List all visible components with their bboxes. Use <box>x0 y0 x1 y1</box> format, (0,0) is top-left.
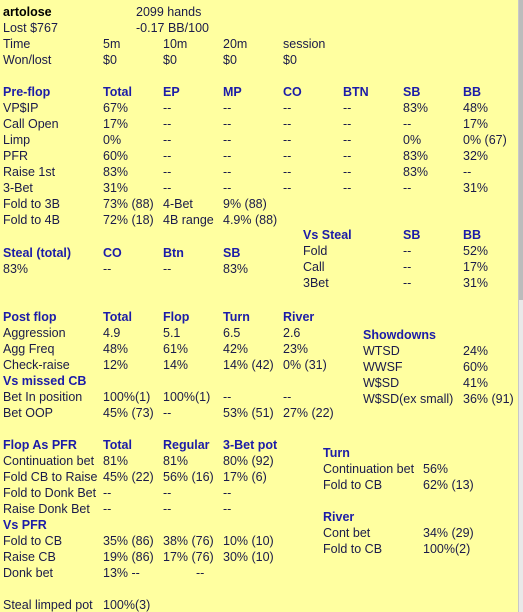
flop-pfr-cell: -- <box>103 486 112 500</box>
vs-pfr-cell: 13% -- <box>103 566 140 580</box>
time-col-20m: 20m <box>223 37 248 51</box>
vs-steal-title: Vs Steal <box>303 228 352 242</box>
preflop-cell: -- <box>223 181 232 195</box>
preflop-cell: 17% <box>463 117 489 131</box>
flop-pfr-cell: 81% <box>103 454 129 468</box>
flop-pfr-row-label: Fold CB to Raise <box>3 470 98 484</box>
preflop-row-label: 3-Bet <box>3 181 33 195</box>
postflop-cell: 61% <box>163 342 189 356</box>
preflop-cell: 83% <box>103 165 129 179</box>
wonlost-5m: $0 <box>103 53 117 67</box>
showdown-value: 60% <box>463 360 489 374</box>
steal-col-btn: Btn <box>163 246 184 260</box>
steal-col-sb: SB <box>223 246 241 260</box>
four-bet-value: 9% (88) <box>223 197 267 211</box>
turn-row-value: 56% <box>423 462 449 476</box>
hands-count: 2099 hands <box>136 5 202 19</box>
preflop-cell: -- <box>283 165 292 179</box>
vs-steal-cell: 31% <box>463 276 489 290</box>
wonlost-20m: $0 <box>223 53 237 67</box>
showdown-value: 41% <box>463 376 489 390</box>
postflop-row-label: Aggression <box>3 326 66 340</box>
vs-missed-cell: 100%(1) <box>163 390 211 404</box>
preflop-cell: 0% <box>403 133 422 147</box>
vs-missed-cell: -- <box>283 390 292 404</box>
flop-pfr-cell: -- <box>163 486 172 500</box>
preflop-cell: 67% <box>103 101 129 115</box>
vs-missed-cb-title: Vs missed CB <box>3 374 87 388</box>
preflop-cell: -- <box>283 117 292 131</box>
vs-missed-cell: 27% (22) <box>283 406 334 420</box>
preflop-cell: 17% <box>103 117 129 131</box>
vs-missed-cell: 53% (51) <box>223 406 274 420</box>
preflop-col-bb: BB <box>463 85 482 99</box>
preflop-cell: -- <box>283 101 292 115</box>
vs-pfr-cell: 35% (86) <box>103 534 154 548</box>
preflop-cell: -- <box>403 117 412 131</box>
steal-sb-value: 83% <box>223 262 249 276</box>
vs-pfr-cell: 30% (10) <box>223 550 274 564</box>
postflop-cell: 4.9 <box>103 326 121 340</box>
preflop-cell: -- <box>343 181 352 195</box>
result-amount: Lost $767 <box>3 21 58 35</box>
steal-limped-pot-value: 100%(3) <box>103 598 151 612</box>
preflop-cell: -- <box>343 133 352 147</box>
vs-missed-cell: 100%(1) <box>103 390 151 404</box>
vs-steal-row-label: Fold <box>303 244 328 258</box>
vs-missed-cell: -- <box>163 406 172 420</box>
vs-steal-cell: 17% <box>463 260 489 274</box>
preflop-cell: -- <box>223 101 232 115</box>
preflop-cell: 0% (67) <box>463 133 507 147</box>
showdown-label: W$SD <box>363 376 400 390</box>
player-name: artolose <box>3 5 52 19</box>
postflop-row-label: Check-raise <box>3 358 70 372</box>
time-col-5m: 5m <box>103 37 121 51</box>
preflop-row-label: Call Open <box>3 117 59 131</box>
fold-to-3b-value: 73% (88) <box>103 197 154 211</box>
preflop-cell: 60% <box>103 149 129 163</box>
vs-steal-cell: 52% <box>463 244 489 258</box>
postflop-cell: 6.5 <box>223 326 241 340</box>
vs-steal-col-bb: BB <box>463 228 482 242</box>
vs-missed-cell: -- <box>223 390 232 404</box>
fold-to-3b-label: Fold to 3B <box>3 197 60 211</box>
river-row-value: 100%(2) <box>423 542 471 556</box>
preflop-col-ep: EP <box>163 85 180 99</box>
postflop-cell: 5.1 <box>163 326 181 340</box>
preflop-cell: -- <box>163 101 172 115</box>
showdown-label: WWSF <box>363 360 403 374</box>
fold-to-4b-value: 72% (18) <box>103 213 154 227</box>
time-label: Time <box>3 37 31 51</box>
preflop-col-sb: SB <box>403 85 421 99</box>
preflop-cell: -- <box>163 165 172 179</box>
wonlost-10m: $0 <box>163 53 177 67</box>
preflop-cell: -- <box>283 133 292 147</box>
vs-steal-cell: -- <box>403 260 412 274</box>
vs-pfr-title: Vs PFR <box>3 518 47 532</box>
preflop-cell: -- <box>223 165 232 179</box>
preflop-cell: 31% <box>463 181 489 195</box>
time-col-session: session <box>283 37 326 51</box>
preflop-cell: -- <box>403 181 412 195</box>
postflop-title: Post flop <box>3 310 57 324</box>
steal-btn-value: -- <box>163 262 172 276</box>
flop-pfr-cell: 56% (16) <box>163 470 214 484</box>
preflop-cell: 31% <box>103 181 129 195</box>
four-bet-range-label: 4B range <box>163 213 214 227</box>
preflop-cell: 0% <box>103 133 122 147</box>
time-col-10m: 10m <box>163 37 188 51</box>
vs-steal-col-sb: SB <box>403 228 421 242</box>
preflop-cell: -- <box>463 165 472 179</box>
flop-pfr-cell: -- <box>223 486 232 500</box>
river-row-value: 34% (29) <box>423 526 474 540</box>
scrollbar-thumb[interactable] <box>519 0 523 300</box>
steal-total-value: 83% <box>3 262 29 276</box>
preflop-cell: -- <box>343 149 352 163</box>
flop-pfr-row-label: Raise Donk Bet <box>3 502 90 516</box>
preflop-cell: -- <box>283 149 292 163</box>
preflop-cell: 48% <box>463 101 489 115</box>
vs-pfr-row-label: Raise CB <box>3 550 56 564</box>
showdown-value: 24% <box>463 344 489 358</box>
vs-steal-cell: -- <box>403 276 412 290</box>
flop-pfr-row-label: Fold to Donk Bet <box>3 486 97 500</box>
preflop-cell: -- <box>223 117 232 131</box>
four-bet-range-value: 4.9% (88) <box>223 213 278 227</box>
flop-pfr-col-total: Total <box>103 438 132 452</box>
vertical-scrollbar[interactable] <box>518 0 523 612</box>
flop-pfr-cell: -- <box>223 502 232 516</box>
preflop-col-btn: BTN <box>343 85 369 99</box>
preflop-cell: -- <box>343 117 352 131</box>
showdown-label: WTSD <box>363 344 400 358</box>
steal-limped-pot-label: Steal limped pot <box>3 598 93 612</box>
preflop-row-label: Raise 1st <box>3 165 56 179</box>
vs-pfr-row-label: Donk bet <box>3 566 54 580</box>
preflop-col-total: Total <box>103 85 132 99</box>
flop-pfr-col-regular: Regular <box>163 438 210 452</box>
flop-pfr-cell: 80% (92) <box>223 454 274 468</box>
flop-pfr-cell: -- <box>103 502 112 516</box>
postflop-cell: 14% <box>163 358 189 372</box>
vs-steal-row-label: Call <box>303 260 325 274</box>
flop-pfr-title: Flop As PFR <box>3 438 77 452</box>
postflop-cell: 2.6 <box>283 326 301 340</box>
turn-title: Turn <box>323 446 350 460</box>
bb-per-100: -0.17 BB/100 <box>136 21 209 35</box>
showdown-value: 36% (91) <box>463 392 514 406</box>
postflop-cell: 0% (31) <box>283 358 327 372</box>
vs-pfr-cell: 10% (10) <box>223 534 274 548</box>
preflop-cell: 32% <box>463 149 489 163</box>
vs-steal-row-label: 3Bet <box>303 276 329 290</box>
postflop-row-label: Agg Freq <box>3 342 55 356</box>
showdown-label: W$SD(ex small) <box>363 392 454 406</box>
river-row-label: Fold to CB <box>323 542 383 556</box>
preflop-cell: -- <box>343 101 352 115</box>
preflop-cell: -- <box>343 165 352 179</box>
vs-steal-cell: -- <box>403 244 412 258</box>
turn-row-label: Continuation bet <box>323 462 415 476</box>
wonlost-session: $0 <box>283 53 297 67</box>
preflop-cell: -- <box>163 117 172 131</box>
flop-pfr-cell: 17% (6) <box>223 470 267 484</box>
vs-missed-cell: 45% (73) <box>103 406 154 420</box>
preflop-cell: -- <box>223 149 232 163</box>
vs-missed-row-label: Bet OOP <box>3 406 54 420</box>
vs-pfr-row-label: Fold to CB <box>3 534 63 548</box>
vs-pfr-cell: 38% (76) <box>163 534 214 548</box>
river-title: River <box>323 510 355 524</box>
vs-missed-row-label: Bet In position <box>3 390 83 404</box>
preflop-title: Pre-flop <box>3 85 51 99</box>
preflop-cell: -- <box>223 133 232 147</box>
preflop-cell: -- <box>163 133 172 147</box>
postflop-cell: 48% <box>103 342 129 356</box>
flop-pfr-row-label: Continuation bet <box>3 454 95 468</box>
preflop-col-co: CO <box>283 85 302 99</box>
postflop-cell: 42% <box>223 342 249 356</box>
postflop-col-total: Total <box>103 310 132 324</box>
preflop-cell: 83% <box>403 165 429 179</box>
vs-pfr-cell: -- <box>196 566 205 580</box>
preflop-row-label: PFR <box>3 149 28 163</box>
preflop-cell: 83% <box>403 149 429 163</box>
postflop-col-river: River <box>283 310 315 324</box>
four-bet-label: 4-Bet <box>163 197 193 211</box>
postflop-cell: 23% <box>283 342 309 356</box>
flop-pfr-cell: 45% (22) <box>103 470 154 484</box>
steal-title: Steal (total) <box>3 246 72 260</box>
vs-pfr-cell: 19% (86) <box>103 550 154 564</box>
vs-pfr-cell: 17% (76) <box>163 550 214 564</box>
postflop-col-flop: Flop <box>163 310 190 324</box>
turn-row-label: Fold to CB <box>323 478 383 492</box>
postflop-cell: 14% (42) <box>223 358 274 372</box>
wonlost-label: Won/lost <box>3 53 52 67</box>
preflop-cell: 83% <box>403 101 429 115</box>
postflop-col-turn: Turn <box>223 310 250 324</box>
preflop-cell: -- <box>163 149 172 163</box>
preflop-cell: -- <box>163 181 172 195</box>
flop-pfr-cell: -- <box>163 502 172 516</box>
flop-pfr-col-3bet-pot: 3-Bet pot <box>223 438 278 452</box>
turn-row-value: 62% (13) <box>423 478 474 492</box>
fold-to-4b-label: Fold to 4B <box>3 213 60 227</box>
flop-pfr-cell: 81% <box>163 454 189 468</box>
preflop-row-label: Limp <box>3 133 31 147</box>
postflop-cell: 12% <box>103 358 129 372</box>
river-row-label: Cont bet <box>323 526 371 540</box>
preflop-cell: -- <box>283 181 292 195</box>
steal-co-value: -- <box>103 262 112 276</box>
showdowns-title: Showdowns <box>363 328 436 342</box>
preflop-row-label: VP$IP <box>3 101 39 115</box>
preflop-col-mp: MP <box>223 85 242 99</box>
steal-col-co: CO <box>103 246 122 260</box>
